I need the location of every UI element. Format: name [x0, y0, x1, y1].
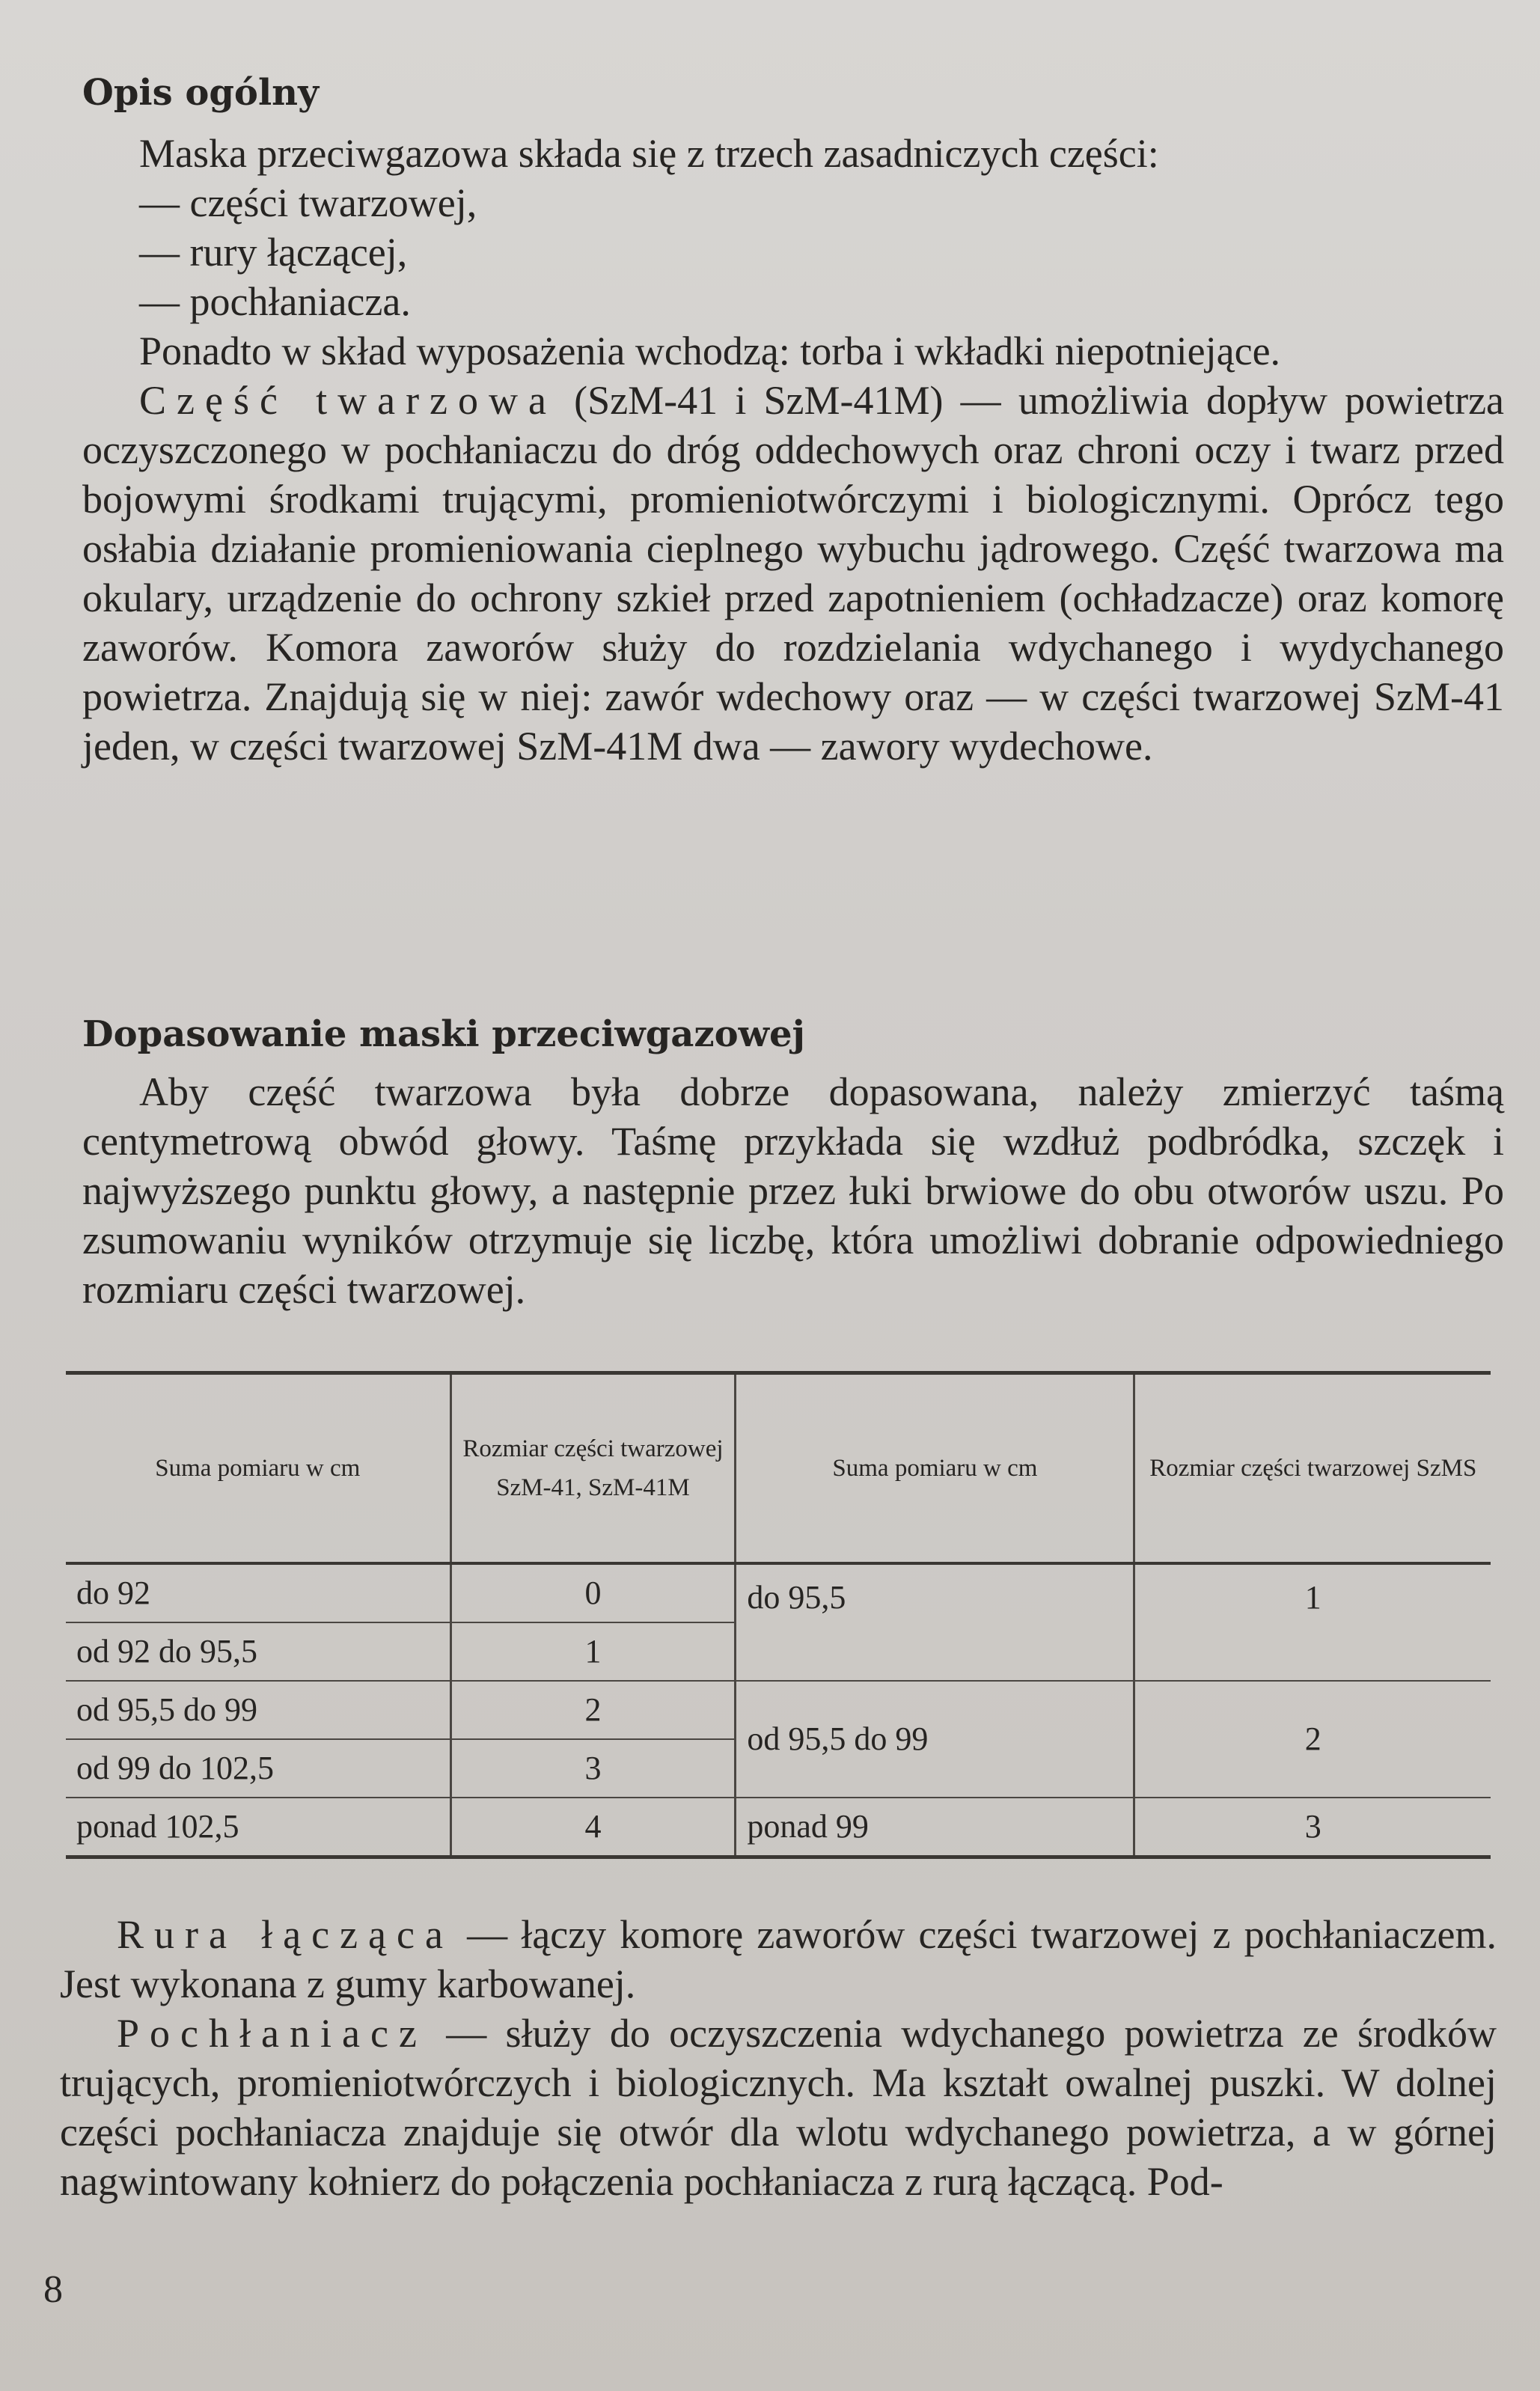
- table-cell: 1: [1134, 1563, 1491, 1681]
- absorber-paragraph: [60, 2009, 1497, 2206]
- table-row: [66, 1798, 1491, 1857]
- absorber-term: Pochłaniacz: [117, 2011, 427, 2056]
- face-part-term: Część twarzowa: [139, 378, 557, 423]
- table-cell: 4: [450, 1798, 736, 1857]
- table-header: Rozmiar części twarzowej SzM-41, SzM-41M: [450, 1373, 736, 1564]
- table-header: Suma pomiaru w cm: [66, 1373, 450, 1564]
- pipe-text: — łączy komorę zaworów części twarzowej z pochłaniaczem. Jest wykonana z gumy karbowanej.: [60, 1912, 1497, 2006]
- list-item: — rury łączącej,: [139, 230, 408, 275]
- table-cell: do 95,5: [736, 1563, 1134, 1681]
- list-item: — części twarzowej,: [139, 180, 477, 225]
- table-cell: ponad 99: [736, 1798, 1134, 1857]
- table-cell: 3: [1304, 1808, 1321, 1845]
- table-row: [66, 1563, 1491, 1622]
- table-cell: 1: [450, 1622, 736, 1681]
- table-cell: 3: [450, 1739, 736, 1798]
- table-header: Rozmiar części twarzowej SzMS: [1134, 1373, 1491, 1564]
- table-cell: do 92: [66, 1563, 450, 1622]
- page-number: 8: [43, 2268, 63, 2311]
- pipe-paragraph: [60, 1910, 1497, 2009]
- table-cell: od 95,5 do 99: [66, 1681, 450, 1739]
- intro-paragraph: Maska przeciwgazowa składa się z trzech zasadniczych części:: [139, 131, 1159, 176]
- heading-general-description: Opis ogólny: [82, 72, 319, 114]
- section-components: [60, 1910, 1497, 2206]
- table-cell: 0: [450, 1563, 736, 1622]
- face-part-text: (SzM-41 i SzM-41M) — umożliwia dopływ powietrza oczyszczonego w pochłaniaczu do dróg oddechowych oraz chroni oczy i twarz przed bojowymi środkami trującymi, promieniotwórczymi i biologicznymi. Oprócz tego osłabia działanie promieniowania cieplnego wybuchu jądrowego. Część twarzowa ma okulary, urządzenie do ochrony szkieł przed zapotnieniem (ochładzacze) oraz komorę zaworów. Komora zaworów służy do rozdzielania wdychanego i wydychanego powietrza. Znajdują się w niej: zawór wdechowy oraz — w części twarzowej SzM-41 jeden, w części twarzowej SzM-41M dwa — zawory wydechowe.: [82, 378, 1504, 769]
- table-header: Suma pomiaru w cm: [736, 1373, 1134, 1564]
- table-cell: ponad 102,5: [66, 1798, 450, 1857]
- size-table: [66, 1371, 1491, 1854]
- list-item: — pochłaniacza.: [139, 279, 411, 324]
- table-cell: od 95,5 do 99: [736, 1681, 1134, 1798]
- fitting-paragraph: Aby część twarzowa była dobrze dopasowana, należy zmierzyć taśmą centymetrową obwód głowy. Taśmę przykłada się wzdłuż podbródka, szczęk i najwyższego punktu głowy, a następnie przez łuki brwiowe do obu otworów uszu. Po zsumowaniu wyników otrzymuje się liczbę, która umożliwi dobranie odpowiedniego rozmiaru części twarzowej.: [82, 1069, 1504, 1312]
- table-cell: 2: [1134, 1681, 1491, 1798]
- table-cell: 2: [450, 1681, 736, 1739]
- section-mask-fitting: [82, 1010, 1504, 1314]
- equipment-paragraph: Ponadto w skład wyposażenia wchodzą: torba i wkładki niepotniejące.: [139, 329, 1281, 373]
- heading-mask-fitting: Dopasowanie maski przeciwgazowej: [82, 1013, 805, 1055]
- table-row: [66, 1681, 1491, 1739]
- table-cell: od 92 do 95,5: [66, 1622, 450, 1681]
- pipe-term: Rura łącząca: [117, 1912, 453, 1957]
- absorber-text: — służy do oczyszczenia wdychanego powietrza ze środków trujących, promieniotwórczych i biologicznych. Ma kształt owalnej puszki. W dolnej części pochłaniacza znajduje się otwór dla wlotu wdychanego powietrza, a w górnej nagwintowany kołnierz do połączenia pochłaniacza z rurą łączącą. Pod-: [60, 2011, 1497, 2204]
- section-general-description: [82, 69, 1504, 771]
- table-cell: od 99 do 102,5: [66, 1739, 450, 1798]
- face-part-paragraph: [82, 376, 1504, 771]
